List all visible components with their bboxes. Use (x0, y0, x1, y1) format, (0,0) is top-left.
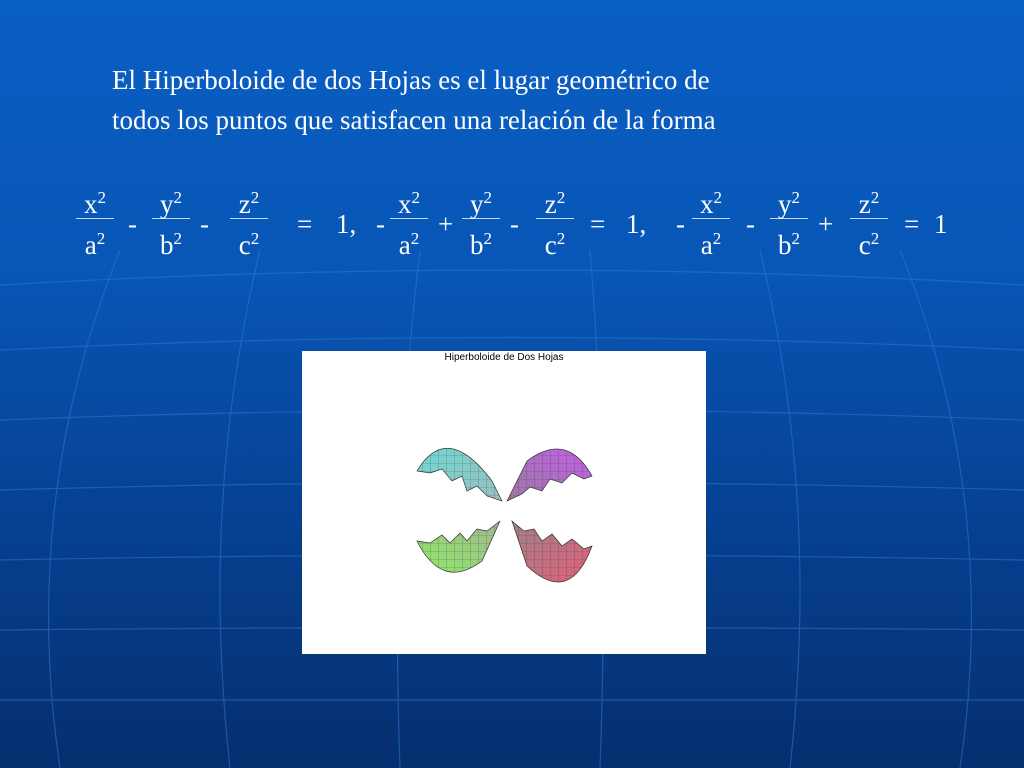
equals-sign: = (904, 209, 920, 239)
fraction-x2-a2: $x^2$ $a^2$ (688, 180, 734, 257)
sheet-top-left (417, 448, 502, 501)
sheet-bottom-right (512, 521, 592, 582)
sheet-bottom-left (417, 521, 500, 572)
fraction-y2-b2: $y^2$ $b^2$ (458, 180, 504, 257)
fraction-z2-c2: $z^2$ $c^2$ (846, 180, 892, 257)
equals-sign: = (297, 209, 313, 239)
hyperboloid-plot (302, 351, 706, 654)
result-one: 1, (626, 209, 647, 239)
plus-sign: + (438, 209, 454, 239)
paragraph-line-1: El Hiperboloide de dos Hojas es el lugar geométrico de (112, 65, 710, 95)
minus-sign: - (376, 209, 385, 239)
sheet-top-right (507, 449, 592, 501)
minus-sign: - (200, 209, 209, 239)
result-one: 1 (934, 209, 948, 239)
minus-sign: - (746, 209, 755, 239)
fraction-x2-a2: $x^2$ $a^2$ (386, 180, 432, 257)
fraction-y2-b2: $y^2$ $b^2$ (148, 180, 194, 257)
minus-sign: - (510, 209, 519, 239)
hyperboloid-figure (302, 351, 706, 654)
minus-sign: - (128, 209, 137, 239)
paragraph-line-2: todos los puntos que satisfacen una relación de la forma (112, 105, 716, 135)
fraction-z2-c2: $z^2$ $c^2$ (226, 180, 272, 257)
result-one: 1, (336, 209, 357, 239)
plus-sign: + (818, 209, 834, 239)
figure-title: Hiperboloide de Dos Hojas (444, 352, 564, 363)
minus-sign: - (676, 209, 685, 239)
fraction-x2-a2: $x^2$ $a^2$ (72, 180, 118, 257)
fraction-y2-b2: $y^2$ $b^2$ (766, 180, 812, 257)
fraction-z2-c2: $z^2$ $c^2$ (532, 180, 578, 257)
equals-sign: = (590, 209, 606, 239)
intro-paragraph (112, 60, 912, 140)
